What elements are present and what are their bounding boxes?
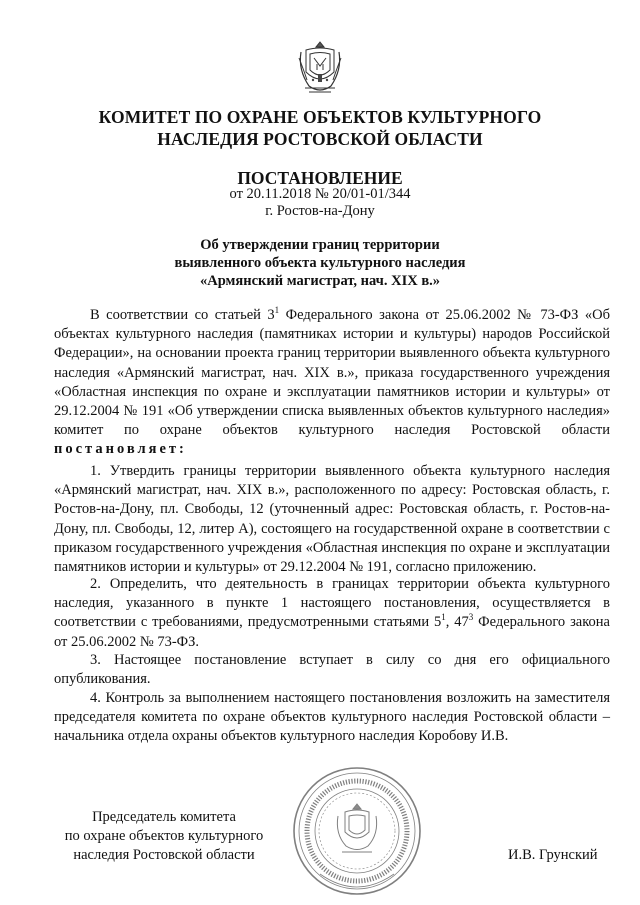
item-2-text-c: Федерального закона от 25.06.2002 № 73-ФЗ. <box>54 614 610 650</box>
organization-name-line-2: НАСЛЕДИЯ РОСТОВСКОЙ ОБЛАСТИ <box>157 129 483 149</box>
item-3-paragraph: 3. Настоящее постановление вступает в силу со дня его официального опубликования. <box>54 652 610 688</box>
item-2-text-b: , 47 <box>445 614 469 631</box>
signatory-name: И.В. Грунский <box>508 847 598 863</box>
rostov-region-coat-of-arms-icon <box>297 40 343 96</box>
preamble-superscript: 1 <box>274 305 280 316</box>
signatory-position-line-2: по охране объектов культурного <box>64 828 264 844</box>
item-2-text-a: 2. Определить, что деятельность в границах территории объекта культурного наследия, указанного в пункте 1 настоящего постановления, осуществляется в соответствии с требованиями, предусмотренными статьями 5 <box>54 576 610 631</box>
item-2-superscript-2: 3 <box>468 612 474 623</box>
signatory-position-line-3: наследия Ростовской области <box>73 847 255 863</box>
signatory-position-line-1: Председатель комитета <box>92 809 236 825</box>
item-2-superscript-1: 1 <box>441 612 446 623</box>
document-title-line-1: Об утверждении границ территории <box>200 237 440 253</box>
decree-word: постановляет: <box>54 441 187 458</box>
document-title-line-3: «Армянский магистрат, нач. XIX в.» <box>199 273 441 289</box>
item-2-paragraph <box>54 575 610 652</box>
preamble-paragraph <box>54 306 610 460</box>
document-city: г. Ростов-на-Дону <box>265 203 375 219</box>
document-type: ПОСТАНОВЛЕНИЕ <box>237 168 403 188</box>
preamble-text-a: В соответствии со статьей 3 <box>90 307 275 323</box>
item-1-paragraph: 1. Утвердить границы территории выявленного объекта культурного наследия «Армянский магистрат, нач. XIX в.», расположенного по адресу: Ростовская область, г. Ростов-на-Дону, пл. Свободы, 12 (уточненный адрес: Ростовская область, г. Ростов-на-Дону, пл. Свободы, 12, литер А), состоящего на государственной охране в соответствии с приказом государственного учреждения «Областная инспекция по охране и эксплуатации памятников истории и культуры» от 29.12.2004 № 191, согласно приложению. <box>54 463 610 576</box>
document-date-number: от 20.11.2018 № 20/01-01/344 <box>229 186 411 202</box>
signatory-position <box>54 808 274 865</box>
round-official-seal-icon <box>290 764 424 898</box>
organization-name-line-1: КОМИТЕТ ПО ОХРАНЕ ОБЪЕКТОВ КУЛЬТУРНОГО <box>98 107 542 127</box>
document-title-line-2: выявленного объекта культурного наследия <box>174 255 466 271</box>
preamble-text-b: Федерального закона от 25.06.2002 № 73-ФЗ «Об объектах культурного наследия (памятниках истории и культуры) народов Российской Федерации», на основании проекта границ территории выявленного объекта культурного наследия «Армянский магистрат, нач. XIX в.», приказа государственного учреждения «Областная инспекция по охране и эксплуатации памятников истории и культуры» от 29.12.2004 № 191 «Об утверждении списка выявленных объектов культурного наследия» комитет по охране объектов культурного наследия Ростовской области <box>54 307 610 439</box>
item-4-paragraph: 4. Контроль за выполнением настоящего постановления возложить на заместителя председателя комитета по охране объектов культурного наследия Ростовской области – начальника отдела охраны объектов культурного наследия Коробову И.В. <box>54 690 610 745</box>
